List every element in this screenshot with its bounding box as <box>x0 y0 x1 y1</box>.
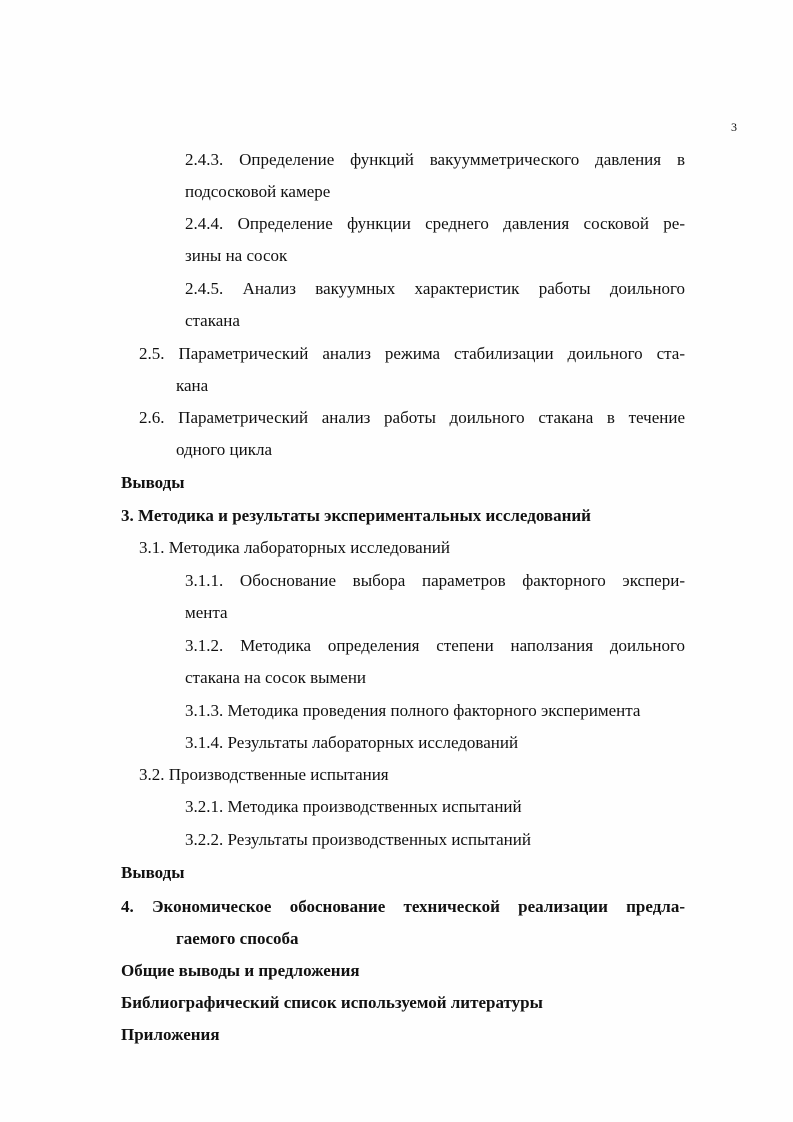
toc-entry-title: 3. Методика и результаты экспериментальных исследований <box>121 506 591 525</box>
toc-entry-title: Библиографический список используемой литературы <box>121 993 543 1012</box>
toc-entry-title: 2.4.3. Определение функций вакуумметрического давления в <box>185 150 685 169</box>
toc-entry-title: 3.1.4. Результаты лабораторных исследований <box>185 733 519 752</box>
toc-entry-title: Общие выводы и предложения <box>121 961 360 980</box>
toc-entry-title: 3.2. Производственные испытания <box>139 765 389 784</box>
toc-entry-title: Выводы <box>121 863 185 882</box>
toc-entry-title: 2.4.4. Определение функции среднего давления сосковой ре- <box>185 214 685 233</box>
toc-entry-title: Приложения <box>121 1025 220 1044</box>
toc-entry-title: Выводы <box>121 473 185 492</box>
toc-entry-title: 2.6. Параметрический анализ работы доильного стакана в течение <box>139 408 685 427</box>
toc-entry-title: 2.5. Параметрический анализ режима стабилизации доильного ста- <box>139 344 685 363</box>
page-number: 3 <box>731 120 737 134</box>
toc-entry-title: 3.1.1. Обоснование выбора параметров факторного экспери- <box>185 571 685 590</box>
toc-entry-title-continued: стакана <box>185 311 240 330</box>
toc-entry-title-continued: зины на сосок <box>185 246 288 265</box>
toc-entry-title-continued: мента <box>185 603 228 622</box>
toc-entry-title: 3.1.2. Методика определения степени наползания доильного <box>185 636 685 655</box>
toc-entry-title-continued: кана <box>176 376 209 395</box>
toc-entry-title-continued: одного цикла <box>176 440 273 459</box>
toc-entry-title: 3.2.2. Результаты производственных испытаний <box>185 830 531 849</box>
toc-entry-title-continued: гаемого способа <box>176 929 299 948</box>
toc-entry-title: 3.1. Методика лабораторных исследований <box>139 538 450 557</box>
toc-entry-title: 3.2.1. Методика производственных испытаний <box>185 797 522 816</box>
toc-entry-title: 2.4.5. Анализ вакуумных характеристик работы доильного <box>185 279 685 298</box>
toc-entry-title-continued: стакана на сосок вымени <box>185 668 367 687</box>
toc-entry-title-continued: подсосковой камере <box>185 182 331 201</box>
toc-entry-title: 4. Экономическое обоснование технической реализации предла- <box>121 897 685 916</box>
toc-entry-title: 3.1.3. Методика проведения полного факторного эксперимента <box>185 701 641 720</box>
